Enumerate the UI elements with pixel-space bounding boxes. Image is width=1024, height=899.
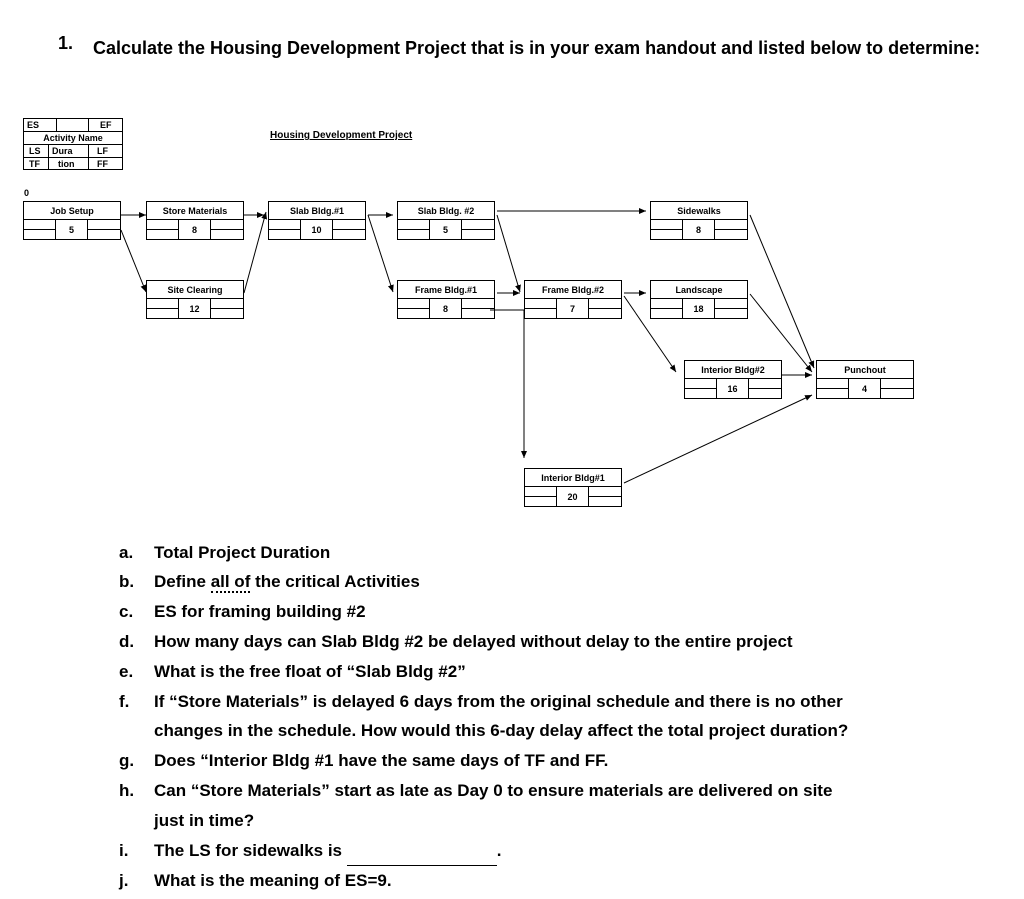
activity-site-clearing xyxy=(146,280,244,319)
activity-duration: 7 xyxy=(557,298,590,318)
activity-punchout xyxy=(816,360,914,399)
question-number: 1. xyxy=(58,33,74,53)
activity-name: Store Materials xyxy=(147,202,243,220)
activity-name: Punchout xyxy=(817,361,913,379)
legend-lf: LF xyxy=(97,146,108,156)
activity-duration: 10 xyxy=(301,219,334,239)
arrow-frame1-interior1 xyxy=(490,310,524,458)
legend-tf: TF xyxy=(29,159,40,169)
activity-name: Slab Bldg.#1 xyxy=(269,202,365,220)
arrow-interior1-punchout xyxy=(624,395,812,483)
activity-duration: 8 xyxy=(179,219,212,239)
activity-name: Sidewalks xyxy=(651,202,747,220)
activity-name: Job Setup xyxy=(24,202,120,220)
arrow-slab1-frame1 xyxy=(368,215,393,292)
activity-name: Slab Bldg. #2 xyxy=(398,202,494,220)
activity-duration: 5 xyxy=(430,219,463,239)
activity-interior-bldg-1 xyxy=(524,468,622,507)
legend-es: ES xyxy=(27,120,40,130)
activity-duration: 8 xyxy=(683,219,716,239)
activity-job-setup xyxy=(23,188,121,240)
question-text: Calculate the Housing Development Project that is in your exam handout and listed below to determine: xyxy=(93,38,981,58)
activity-slab-bldg-1 xyxy=(268,201,366,240)
legend-ls: LS xyxy=(29,146,41,156)
legend-ef: EF xyxy=(100,120,112,130)
activity-name: Interior Bldg#2 xyxy=(685,361,781,379)
answer-blank[interactable] xyxy=(347,849,497,866)
activity-landscape xyxy=(650,280,748,319)
activity-duration: 4 xyxy=(849,378,882,398)
legend-duration-1: Dura xyxy=(52,146,73,156)
legend-duration-2: tion xyxy=(58,159,75,169)
activity-name: Site Clearing xyxy=(147,281,243,299)
activity-slab-bldg-2 xyxy=(397,201,495,240)
activity-duration: 12 xyxy=(179,298,212,318)
arrow-site-slab1 xyxy=(244,212,266,293)
activity-name: Frame Bldg.#1 xyxy=(398,281,494,299)
activity-name: Landscape xyxy=(651,281,747,299)
activity-sidewalks xyxy=(650,201,748,240)
activity-name: Frame Bldg.#2 xyxy=(525,281,621,299)
activity-frame-bldg-1 xyxy=(397,280,495,319)
arrow-job-site xyxy=(121,230,146,292)
activity-frame-bldg-2 xyxy=(524,280,622,319)
activity-job-setup-es: 0 xyxy=(24,188,30,198)
arrow-sidewalks-punchout xyxy=(750,215,814,368)
activity-duration: 16 xyxy=(717,378,750,398)
legend-ff: FF xyxy=(97,159,108,169)
activity-name: Interior Bldg#1 xyxy=(525,469,621,487)
legend-activity-name: Activity Name xyxy=(24,132,122,145)
project-title: Housing Development Project xyxy=(270,130,413,141)
arrow-slab2-frame2 xyxy=(497,215,520,292)
activity-duration: 8 xyxy=(430,298,463,318)
activity-interior-bldg-2 xyxy=(684,360,782,399)
activity-duration: 18 xyxy=(683,298,716,318)
activity-duration: 5 xyxy=(56,219,89,239)
activity-store-materials xyxy=(146,201,244,240)
activity-duration: 20 xyxy=(557,486,590,506)
